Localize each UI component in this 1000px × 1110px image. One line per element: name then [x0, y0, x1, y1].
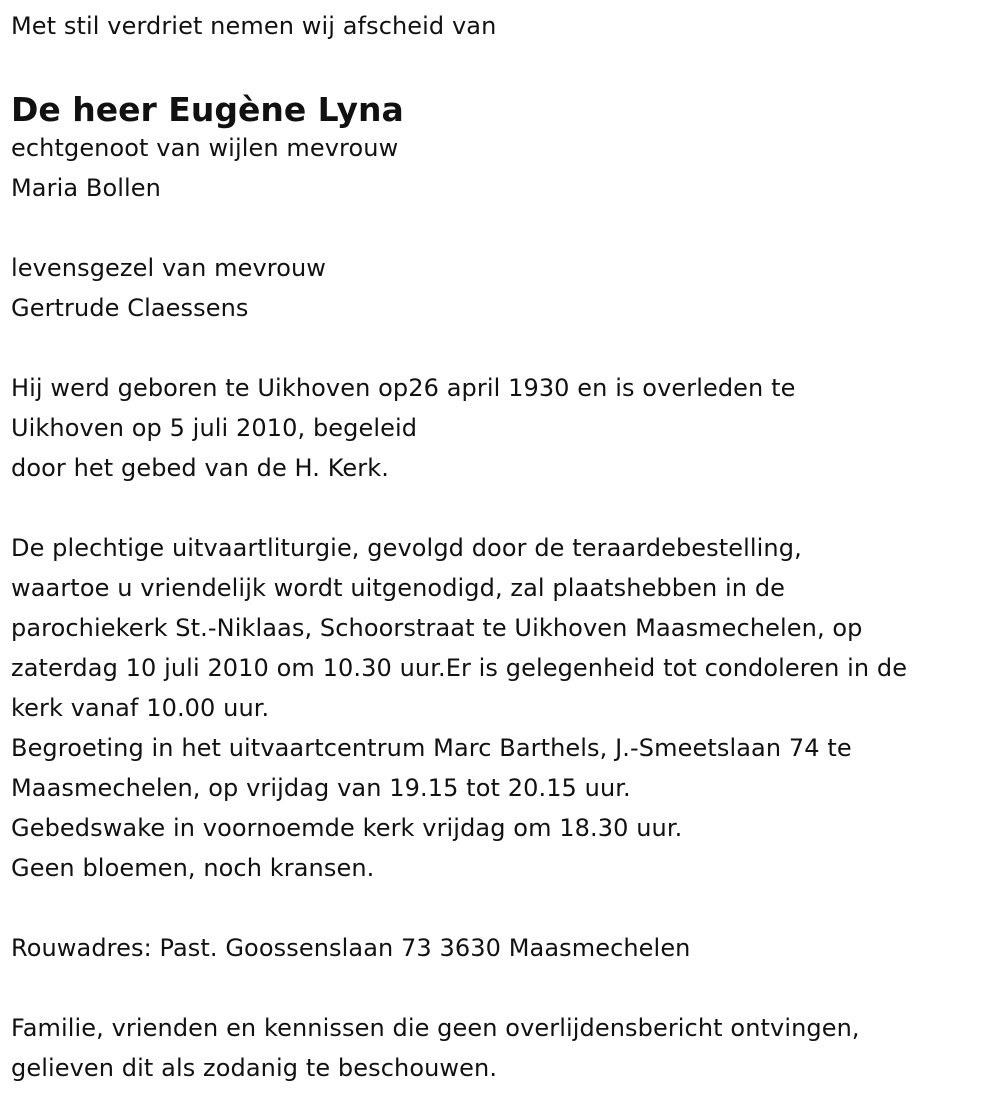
funeral-line: kerk vanaf 10.00 uur.	[11, 694, 270, 722]
spacer	[11, 968, 996, 1008]
closing-line: Familie, vrienden en kennissen die geen overlijdensbericht ontvingen,	[11, 1014, 860, 1042]
funeral-line: waartoe u vriendelijk wordt uitgenodigd, zal plaatshebben in de	[11, 574, 786, 602]
funeral-line: Geen bloemen, noch kransen.	[11, 854, 375, 882]
partner-line-2: Gertrude Claessens	[11, 294, 249, 322]
spouse-line-2: Maria Bollen	[11, 174, 161, 202]
funeral-line: zaterdag 10 juli 2010 om 10.30 uur.Er is gelegenheid tot condoleren in de	[11, 654, 908, 682]
funeral-line: parochiekerk St.-Niklaas, Schoorstraat te Uikhoven Maasmechelen, op	[11, 614, 863, 642]
birth-death-line: Hij werd geboren te Uikhoven op26 april 1930 en is overleden te	[11, 374, 796, 402]
birth-death-line: door het gebed van de H. Kerk.	[11, 454, 389, 482]
mourning-address: Rouwadres: Past. Goossenslaan 73 3630 Maasmechelen	[11, 934, 691, 962]
birth-death-line: Uikhoven op 5 juli 2010, begeleid	[11, 414, 418, 442]
partner-line-1: levensgezel van mevrouw	[11, 254, 327, 282]
spacer	[11, 488, 996, 528]
spacer	[11, 328, 996, 368]
obituary-notice	[11, 10, 996, 1088]
funeral-line: Maasmechelen, op vrijdag van 19.15 tot 20.15 uur.	[11, 774, 631, 802]
intro-text: Met stil verdriet nemen wij afscheid van	[11, 12, 497, 40]
closing-line: gelieven dit als zodanig te beschouwen.	[11, 1054, 498, 1082]
spouse-line-1: echtgenoot van wijlen mevrouw	[11, 134, 399, 162]
spacer	[11, 208, 996, 248]
funeral-line: Gebedswake in voornoemde kerk vrijdag om 18.30 uur.	[11, 814, 683, 842]
funeral-line: De plechtige uitvaartliturgie, gevolgd door de teraardebestelling,	[11, 534, 802, 562]
funeral-line: Begroeting in het uitvaartcentrum Marc Barthels, J.-Smeetslaan 74 te	[11, 734, 852, 762]
deceased-name: De heer Eugène Lyna	[11, 90, 404, 129]
spacer	[11, 888, 996, 928]
